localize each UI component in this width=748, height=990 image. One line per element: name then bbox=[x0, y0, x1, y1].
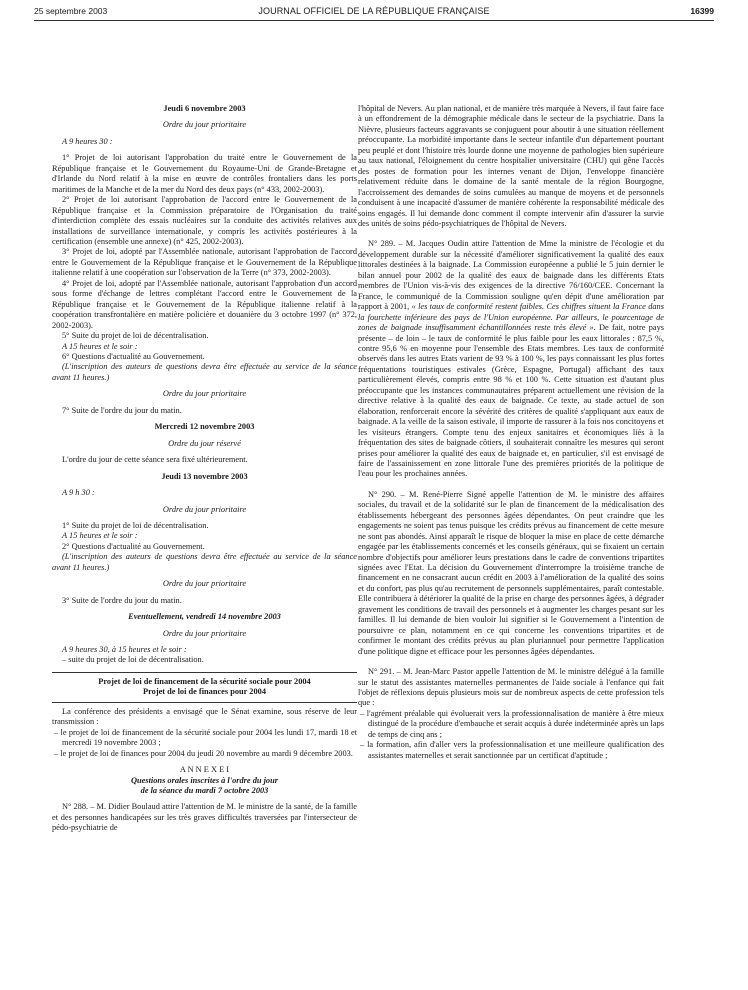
agenda-item: 3° Suite de l'ordre du jour du matin. bbox=[62, 595, 182, 605]
agenda-item: 1° Suite du projet de loi de décentralisation. bbox=[62, 520, 209, 530]
session-time: A 15 heures et le soir : bbox=[62, 531, 138, 541]
conference-item: – le projet de loi de finances pour 2004 du jeudi 20 novembre au mardi 9 décembre 2003. bbox=[54, 748, 353, 758]
session-time: A 9 h 30 : bbox=[62, 488, 95, 498]
day-heading: Eventuellement, vendredi 14 novembre 2003 bbox=[128, 612, 281, 622]
agenda-note: (L'inscription des auteurs de questions devra être effectuée au service de la séance avant 11 heures.) bbox=[52, 552, 357, 572]
day-heading: Jeudi 13 novembre 2003 bbox=[161, 471, 248, 481]
header-rule bbox=[34, 20, 714, 21]
question-289 bbox=[358, 239, 664, 479]
agenda-item: 2° Projet de loi autorisant l'approbation de l'accord entre le Gouvernement de la République française et la Commission préparatoire de l'Organisation du traité d'interdiction complète des essais nucléaires sur la conduite des activités relatives aux installations de surveillance internationale, y compris les activités postérieures à la certification (ensemble une annexe) (n° 425, 2002-2003). bbox=[52, 195, 357, 246]
agenda-item: 5° Suite du projet de loi de décentralisation. bbox=[62, 331, 209, 341]
box-title: Projet de loi de financement de la sécurité sociale pour 2004 bbox=[98, 676, 311, 686]
left-column bbox=[52, 104, 357, 834]
page-number: 16399 bbox=[690, 6, 714, 16]
agenda-item: – suite du projet de loi de décentralisation. bbox=[62, 655, 204, 665]
question-289-text: N° 289. – M. Jacques Oudin attire l'attention de Mme la ministre de l'écologie et du développement durable sur la nécessité d'améliorer significativement la qualité des eaux littorales destinées à la baignade. La Commission européenne a publié le 5 juin dernier le bilan annuel pour 2002 de la qualité des eaux de baignade dans les différents Etats membres de l'Union vis-à-vis des exigences de la directive 76/160/CEE. Concernant la France, le communiqué de la Commission souligne qu'en dépit d'une amélioration par rapport à 2001, bbox=[358, 239, 664, 312]
conference-text: La conférence des présidents a envisagé que le Sénat examine, sous réserve de leur transmission : bbox=[52, 706, 357, 727]
conference-item: – le projet de loi de financement de la sécurité sociale pour 2004 les lundi 17, mardi 18 et mercredi 19 novembre 2003 ; bbox=[54, 727, 357, 748]
question-289-text-end: De fait, notre pays présente – de loin – le taux de conformité le plus faible pour les eaux littorales : 87,5 %, contre 95,6 % en moyenne pour l'ensemble des Etats membres. Les taux de conformité observés dans les autres Etats varient de 93 % à 100 %, les pays connaissant les plus fortes fréquentations touristiques estivales (Grèce, Espagne, Portugal) affichant des taux particulièrement élevés, compris entre 98 % et 100 %. Cette situation est d'autant plus préoccupante que les instances communautaires préparent actuellement une révision de la directive relative à la qualité des eaux de baignade. Ce texte, au stade actuel de son élaboration, renforcerait encore la sévérité des critères de qualité s'appliquant aux eaux de baignade. A la veille de la saison estivale, il importe de rassurer à la fois nos concitoyens et les visiteurs étrangers. Compte tenu des enjeux sanitaires et économiques liés à la fréquentation des sites de baignade côtiers, il souhaiterait connaître les mesures qui seront prises pour améliorer la qualité des eaux de baignade et, en particulier, s'il est envisagé de faire de l'assainissement en zone littorale l'une des premières priorités de la politique de l'eau pour les prochaines années. bbox=[358, 323, 664, 479]
right-column bbox=[358, 104, 664, 761]
journal-title: JOURNAL OFFICIEL DE LA RÉPUBLIQUE FRANÇAISE bbox=[258, 6, 490, 16]
agenda-item: 2° Questions d'actualité au Gouvernement. bbox=[62, 541, 205, 551]
question-291: N° 291. – M. Jean-Marc Pastor appelle l'attention de M. le ministre délégué à la famille sur le statut des assistantes maternelles permanentes de l'aide sociale à l'enfance qui fait l'objet de réflexions depuis plusieurs mois sur de nombreux aspects de cette profession tels que : bbox=[358, 667, 664, 708]
question-288-continued: l'hôpital de Nevers. Au plan national, et de manière très marquée à Nevers, il faut faire face à un effondrement de la démographie médicale dans le secteur de la psychiatrie. Dans la Nièvre, plusieurs facteurs aggravants se conjuguent pour aboutir à une situation réellement préoccupante. La morbidité importante dans le secteur infantile d'un département pourtant peu peuplé et dont l'histoire très lourde donne une moyenne de pathologies bien supérieure au taux national, l'éloignement du centre hospitalier universitaire (CHU) qui gêne l'accès des postes de formation pour les internes venant de Dijon, l'enveloppe financière relativement réduite dans le domaine de la santé mentale de la région Bourgogne, l'accroissement des demandes de soins cumulées au manque de moyens et de personnels conduisent à une incapacité d'assumer de manière cohérente la responsabilité médicale des soins engagés. Il lui demande donc comment il compte intervenir afin d'assurer la survie des unités de soins pédo-psychiatriques de l'hôpital de Nevers. bbox=[358, 104, 664, 228]
agenda-note: (L'inscription des auteurs de questions devra être effectuée au service de la séance avant 11 heures.) bbox=[52, 362, 357, 382]
question-290: N° 290. – M. René-Pierre Signé appelle l'attention de M. le ministre des affaires sociales, du travail et de la solidarité sur le plan de financement de la médicalisation des établissements hébergeant des personnes âgées dépendantes. On peut craindre que les engagements ne soient pas tenus puisque les crédits prévus au financement de cette mesure ne sont pas abondés. Ainsi apparaît le risque de bloquer la mise en place de cette démarche engagée par les établissements concernés et les conseils généraux, qui se fixaient un certain nombre d'objectifs pour améliorer leurs prestations dans le cadre de conventions tripartites signées avec l'Etat. La décision du Gouvernement d'interrompre la troisième tranche de financement en ne consacrant aucun crédit en 2003 à l'amélioration de la qualité des soins et du confort, pas plus qu'au recrutement de personnels supplémentaires, paraît contestable. Elle contribuera à détériorer la qualité de la prise en charge des personnes âgées, à dégrader gravement les conditions de travail des personnels et à augmenter les charges pesant sur les familles. Il lui demande de bien vouloir lui signifier si le Gouvernement a l'intention de poursuivre ce plan, notamment en ce qui concerne les conventions tripartites et de confirmer le montant des crédits prévus au plan pluriannuel pour permettre l'application d'une politique digne et efficace pour les personnes âgées dépendantes. bbox=[358, 489, 664, 656]
agenda-item: L'ordre du jour de cette séance sera fixé ultérieurement. bbox=[62, 455, 248, 465]
agenda-subtitle: Ordre du jour prioritaire bbox=[162, 504, 247, 514]
annex-heading: A N N E X E I bbox=[179, 765, 230, 775]
agenda-subtitle: Ordre du jour prioritaire bbox=[162, 579, 247, 589]
header-date: 25 septembre 2003 bbox=[34, 6, 108, 16]
day-heading: Jeudi 6 novembre 2003 bbox=[163, 104, 246, 113]
agenda-item: 7° Suite de l'ordre du jour du matin. bbox=[62, 405, 182, 415]
annex-title: de la séance du mardi 7 octobre 2003 bbox=[140, 786, 269, 796]
session-time: A 9 heures 30 : bbox=[62, 136, 113, 146]
session-time: A 9 heures 30, à 15 heures et le soir : bbox=[62, 645, 187, 655]
agenda-subtitle: Ordre du jour prioritaire bbox=[162, 389, 247, 399]
question-288: N° 288. – M. Didier Boulaud attire l'attention de M. le ministre de la santé, de la famille et des personnes handicapées sur les très graves difficultés traversées par l'intersecteur de pédo-psychiatrie de bbox=[52, 802, 357, 833]
agenda-item: 1° Projet de loi autorisant l'approbation du traité entre le Gouvernement de la République française et le Gouvernement du Royaume-Uni de Grande-Bretagne et d'Irlande du Nord relatif à la mise en œuvre de contrôles frontaliers dans les ports maritimes de la Manche et de la mer du Nord des deux pays (n° 433, 2002-2003). bbox=[52, 153, 357, 194]
question-291-item: – la formation, afin d'aller vers la professionnalisation et une meilleure qualification des assistantes maternelles et serait sanctionnée par un certificat d'aptitude ; bbox=[360, 740, 664, 760]
annex-title: Questions orales inscrites à l'ordre du jour bbox=[131, 775, 278, 785]
day-heading: Mercredi 12 novembre 2003 bbox=[154, 422, 255, 432]
agenda-subtitle: Ordre du jour prioritaire bbox=[162, 628, 247, 638]
agenda-item: 6° Questions d'actualité au Gouvernement. bbox=[62, 351, 205, 361]
question-289-quote: « les taux de conformité restent faibles. Ces chiffres situent la France dans la fourchette inférieure des pays de l'Union européenne. Par ailleurs, le pourcentage de zones de baignade insuffisamment échantillonnées reste très élevé ». bbox=[358, 302, 664, 333]
finance-bills-box bbox=[52, 672, 357, 703]
session-time: A 15 heures et le soir : bbox=[62, 341, 138, 351]
agenda-item: 4° Projet de loi, adopté par l'Assemblée nationale, autorisant l'approbation d'un accord sous forme d'échange de lettres complétant l'accord entre le Gouvernement de la République française et le Gouvernement de la République italienne relatif à la coopération transfrontalière en matière policière et douanière du 3 octobre 1997 (n° 372, 2002-2003). bbox=[52, 278, 357, 330]
box-title: Projet de loi de finances pour 2004 bbox=[143, 687, 266, 697]
page-header bbox=[34, 6, 714, 20]
agenda-subtitle: Ordre du jour réservé bbox=[168, 438, 241, 448]
agenda-subtitle: Ordre du jour prioritaire bbox=[162, 120, 247, 130]
question-291-item: – l'agrément préalable qui évoluerait vers la professionnalisation de manière à être mieux distingué de la procédure d'embauche et serait acquis à durée indéterminée après un laps de temps de cinq ans ; bbox=[360, 708, 664, 739]
agenda-item: 3° Projet de loi, adopté par l'Assemblée nationale, autorisant l'approbation de l'accord entre le Gouvernement de la République française et le Gouvernement de la République italienne relatif à une coopération sur l'observation de la Terre (n° 373, 2002-2003). bbox=[52, 247, 357, 278]
